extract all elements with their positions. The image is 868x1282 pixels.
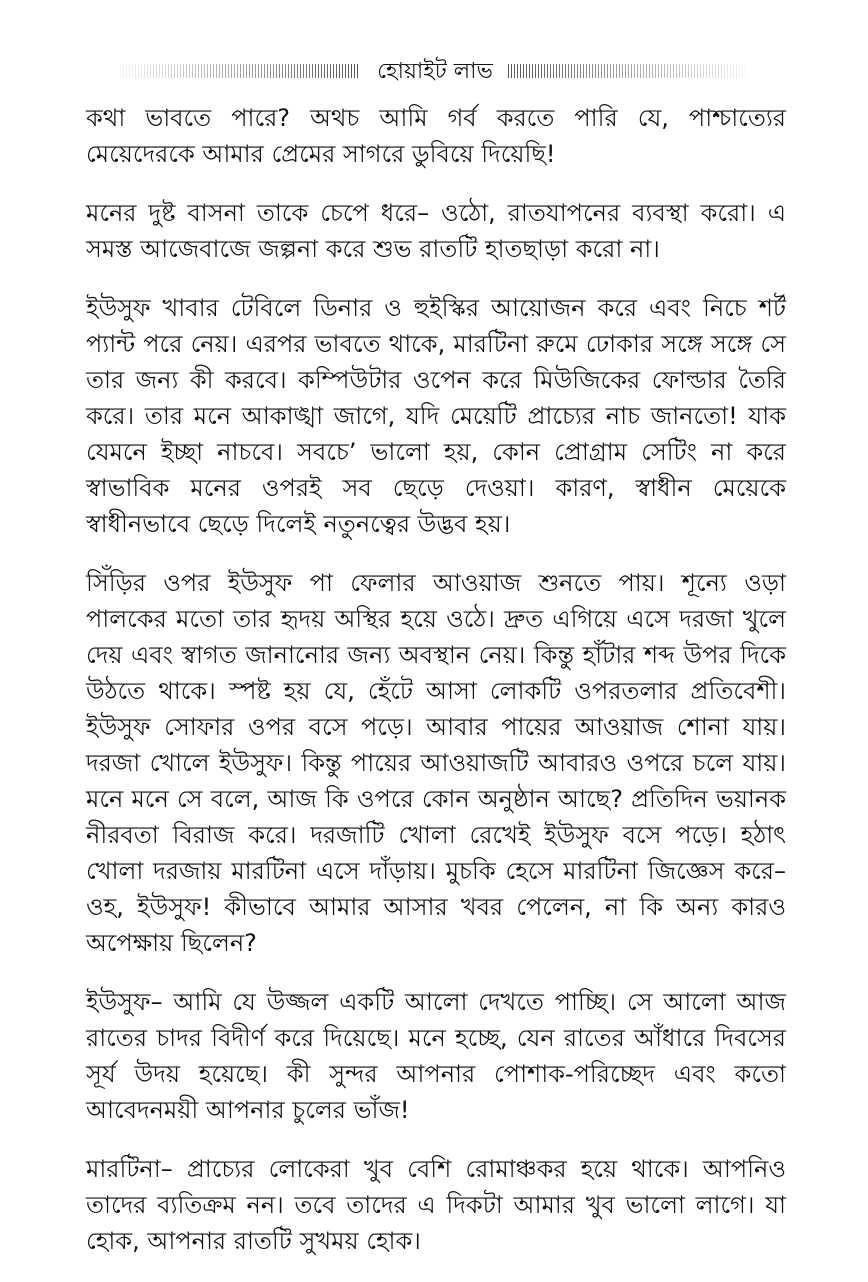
- paragraph-1: কথা ভাবতে পারে? অথচ আমি গর্ব করতে পারি যে, পাশ্চাত্যের মেয়েদেরকে আমার প্রেমের সাগরে ডুবিয়ে দিয়েছি!: [86, 104, 786, 168]
- paragraph-6: মারটিনা– প্রাচ্যের লোকেরা খুব বেশি রোমাঞ্চকর হয়ে থাকে। আপনিও তাদের ব্যতিক্রম নন। তবে তাদের এ দিকটা আমার খুব ভালো লাগে। যা হোক, আপনার রাতটি সুখময় হোক।: [86, 1155, 786, 1255]
- paragraph-5: ইউসুফ– আমি যে উজ্জল একটি আলো দেখতে পাচ্ছি। সে আলো আজ রাতের চাদর বিদীর্ণ করে দিয়েছে। মনে হচ্ছে, যেন রাতের আঁধারে দিবসের সূর্য উদয় হয়েছে। কী সুন্দর আপনার পোশাক-পরিচ্ছেদ এবং কতো আবেদনময়ী আপনার চুলের ভাঁজ!: [86, 988, 786, 1124]
- header-ornament-left: [120, 64, 360, 78]
- page-header: [0, 52, 868, 92]
- running-head-title: হোয়াইট লাভ: [377, 59, 493, 84]
- paragraph-2: মনের দুষ্ট বাসনা তাকে চেপে ধরে– ওঠো, রাতযাপনের ব্যবস্থা করো। এ সমস্ত আজেবাজে জল্পনা করে শুভ রাতটি হাতছাড়া করো না।: [86, 199, 786, 263]
- paragraph-4: সিঁড়ির ওপর ইউসুফ পা ফেলার আওয়াজ শুনতে পায়। শূন্যে ওড়া পালকের মতো তার হৃদয় অস্থির হয়ে ওঠে। দ্রুত এগিয়ে এসে দরজা খুলে দেয় এবং স্বাগত জানানোর জন্য অবস্থান নেয়। কিন্তু হাঁটার শব্দ উপর দিকে উঠতে থাকে। স্পষ্ট হয় যে, হেঁটে আসা লোকটি ওপরতলার প্রতিবেশী। ইউসুফ সোফার ওপর বসে পড়ে। আবার পায়ের আওয়াজ শোনা যায়। দরজা খোলে ইউসুফ। কিন্তু পায়ের আওয়াজটি আবারও ওপরে চলে যায়। মনে মনে সে বলে, আজ কি ওপরে কোন অনুষ্ঠান আছে? প্রতিদিন ভয়ানক নীরবতা বিরাজ করে। দরজাটি খোলা রেখেই ইউসুফ বসে পড়ে। হঠাৎ খোলা দরজায় মারটিনা এসে দাঁড়ায়। মুচকি হেসে মারটিনা জিজ্ঞেস করে– ওহ, ইউসুফ! কীভাবে আমার আসার খবর পেলেন, না কি অন্য কারও অপেক্ষায় ছিলেন?: [86, 569, 786, 957]
- paragraph-3: ইউসুফ খাবার টেবিলে ডিনার ও হুইস্কির আয়োজন করে এবং নিচে শর্ট প্যান্ট পরে নেয়। এরপর ভাবতে থাকে, মারটিনা রুমে ঢোকার সঙ্গে সঙ্গে সে তার জন্য কী করবে। কম্পিউটার ওপেন করে মিউজিকের ফোল্ডার তৈরি করে। তার মনে আকাঙ্খা জাগে, যদি মেয়েটি প্রাচ্যের নাচ জানতো! যাক যেমনে ইচ্ছা নাচবে। সবচে’ ভালো হয়, কোন প্রোগ্রাম সেটিং না করে স্বাভাবিক মনের ওপরই সব ছেড়ে দেওয়া। কারণ, স্বাধীন মেয়েকে স্বাধীনভাবে ছেড়ে দিলেই নতুনত্বের উদ্ভব হয়।: [86, 294, 786, 538]
- page-body: [86, 100, 786, 1282]
- header-ornament-right: [508, 64, 748, 78]
